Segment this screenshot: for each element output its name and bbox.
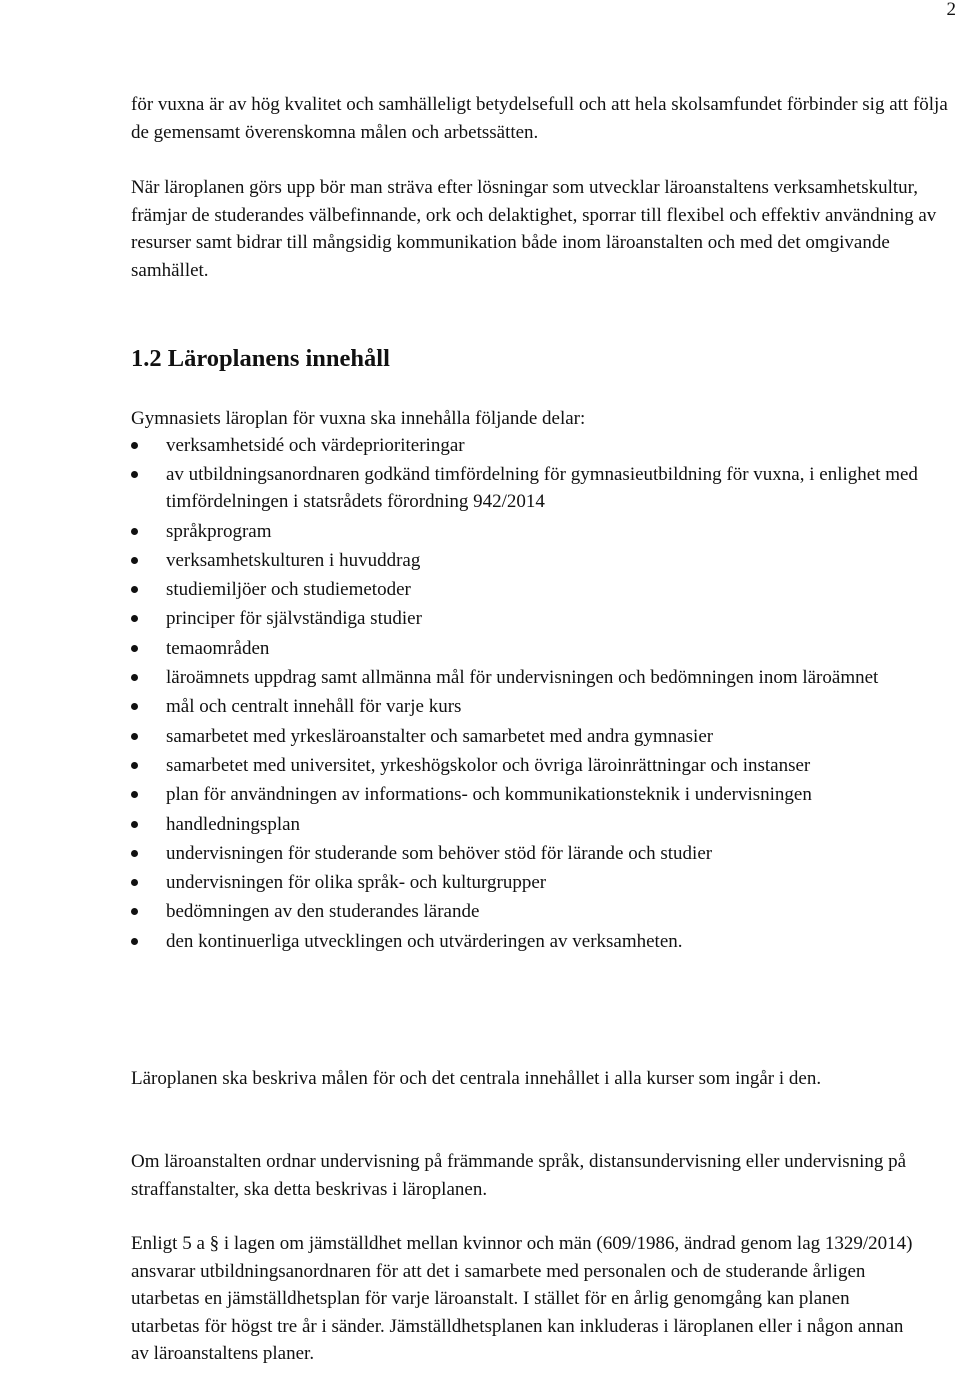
list-item-text: verksamhetskulturen i huvuddrag: [166, 549, 421, 571]
section-intro: Gymnasiets läroplan för vuxna ska innehålla följande delar:: [131, 408, 586, 429]
list-item: [131, 840, 931, 867]
contents-list: [131, 432, 931, 957]
page-number: 2: [946, 0, 956, 20]
bullet-icon: [131, 703, 138, 710]
list-item: [131, 518, 931, 545]
list-item-text: bedömningen av den studerandes lärande: [166, 901, 480, 923]
list-item: [131, 723, 931, 750]
list-item: [131, 752, 931, 779]
list-item-text: samarbetet med yrkesläroanstalter och samarbetet med andra gymnasier: [166, 725, 714, 747]
list-item-text: av utbildningsanordnaren godkänd timfördelning för gymnasieutbildning för vuxna, i enlighet med timfördelningen i statsrådets förordning 942/2014: [166, 464, 918, 513]
bullet-icon: [131, 733, 138, 740]
bullet-icon: [131, 908, 138, 915]
bullet-icon: [131, 557, 138, 564]
list-item-text: handledningsplan: [166, 813, 301, 835]
list-item: [131, 547, 931, 574]
list-item: [131, 635, 931, 662]
bullet-icon: [131, 615, 138, 622]
list-item: [131, 811, 931, 838]
bullet-icon: [131, 762, 138, 769]
list-item: [131, 576, 931, 603]
bullet-icon: [131, 850, 138, 857]
paragraph-intro-continuation: för vuxna är av hög kvalitet och samhälleligt betydelsefull och att hela skolsamfundet förbinder sig att följa de gemensamt överenskomna målen och arbetssätten.: [131, 94, 948, 143]
list-item-text: temaområden: [166, 637, 270, 659]
list-item-text: plan för användningen av informations- och kommunikationsteknik i undervisningen: [166, 784, 812, 806]
list-item: [131, 869, 931, 896]
paragraph-course-goals: Läroplanen ska beskriva målen för och det centrala innehållet i alla kurser som ingår i den.: [131, 1068, 822, 1089]
list-item-text: samarbetet med universitet, yrkeshögskolor och övriga läroinrättningar och instanser: [166, 754, 811, 776]
list-item: [131, 605, 931, 632]
list-item: [131, 693, 931, 720]
list-item-text: undervisningen för olika språk- och kulturgrupper: [166, 872, 547, 894]
bullet-icon: [131, 938, 138, 945]
list-item: [131, 898, 931, 925]
bullet-icon: [131, 442, 138, 449]
bullet-icon: [131, 674, 138, 681]
list-item: [131, 928, 931, 955]
list-item-text: studiemiljöer och studiemetoder: [166, 579, 411, 601]
list-item-text: principer för självständiga studier: [166, 608, 422, 630]
list-item: [131, 664, 931, 691]
bullet-icon: [131, 791, 138, 798]
list-item-text: språkprogram: [166, 520, 272, 542]
list-item-text: mål och centralt innehåll för varje kurs: [166, 696, 462, 718]
bullet-icon: [131, 879, 138, 886]
section-heading: 1.2 Läroplanens innehåll: [131, 345, 390, 372]
list-item: [131, 432, 931, 459]
list-item: [131, 781, 931, 808]
paragraph-special-teaching: Om läroanstalten ordnar undervisning på främmande språk, distansundervisning eller undervisning på straffanstalter, ska detta beskrivas i läroplanen.: [131, 1151, 907, 1200]
paragraph-equality-plan: Enligt 5 a § i lagen om jämställdhet mellan kvinnor och män (609/1986, ändrad genom lag 1329/2014) ansvarar utbildningsanordnaren för att det i samarbete med personalen och de studerande årligen utarbetas en jämställdhetsplan för varje läroanstalt. I stället för en årlig genomgång kan planen utarbetas för högst tre år i sänder. Jämställdhetsplanen kan inkluderas i läroplanen eller i någon annan av läroanstaltens planer.: [131, 1233, 913, 1364]
list-item-text: verksamhetsidé och värdeprioriteringar: [166, 435, 465, 456]
list-item-text: läroämnets uppdrag samt allmänna mål för undervisningen och bedömningen inom läroämnet: [166, 667, 879, 689]
bullet-icon: [131, 471, 138, 478]
bullet-icon: [131, 586, 138, 593]
bullet-icon: [131, 821, 138, 828]
bullet-icon: [131, 645, 138, 652]
bullet-icon: [131, 528, 138, 535]
list-item-text: undervisningen för studerande som behöver stöd för lärande och studier: [166, 842, 713, 864]
list-item-text: den kontinuerliga utvecklingen och utvärderingen av verksamheten.: [166, 930, 683, 952]
paragraph-curriculum-guidance: När läroplanen görs upp bör man sträva efter lösningar som utvecklar läroanstaltens verksamhetskultur, främjar de studerandes välbefinnande, ork och delaktighet, sporrar till flexibel och effektiv användning av resurser samt bidrar till mångsidig kommunikation både inom läroanstalten och med det omgivande samhället.: [131, 177, 937, 281]
list-item: [131, 461, 931, 515]
